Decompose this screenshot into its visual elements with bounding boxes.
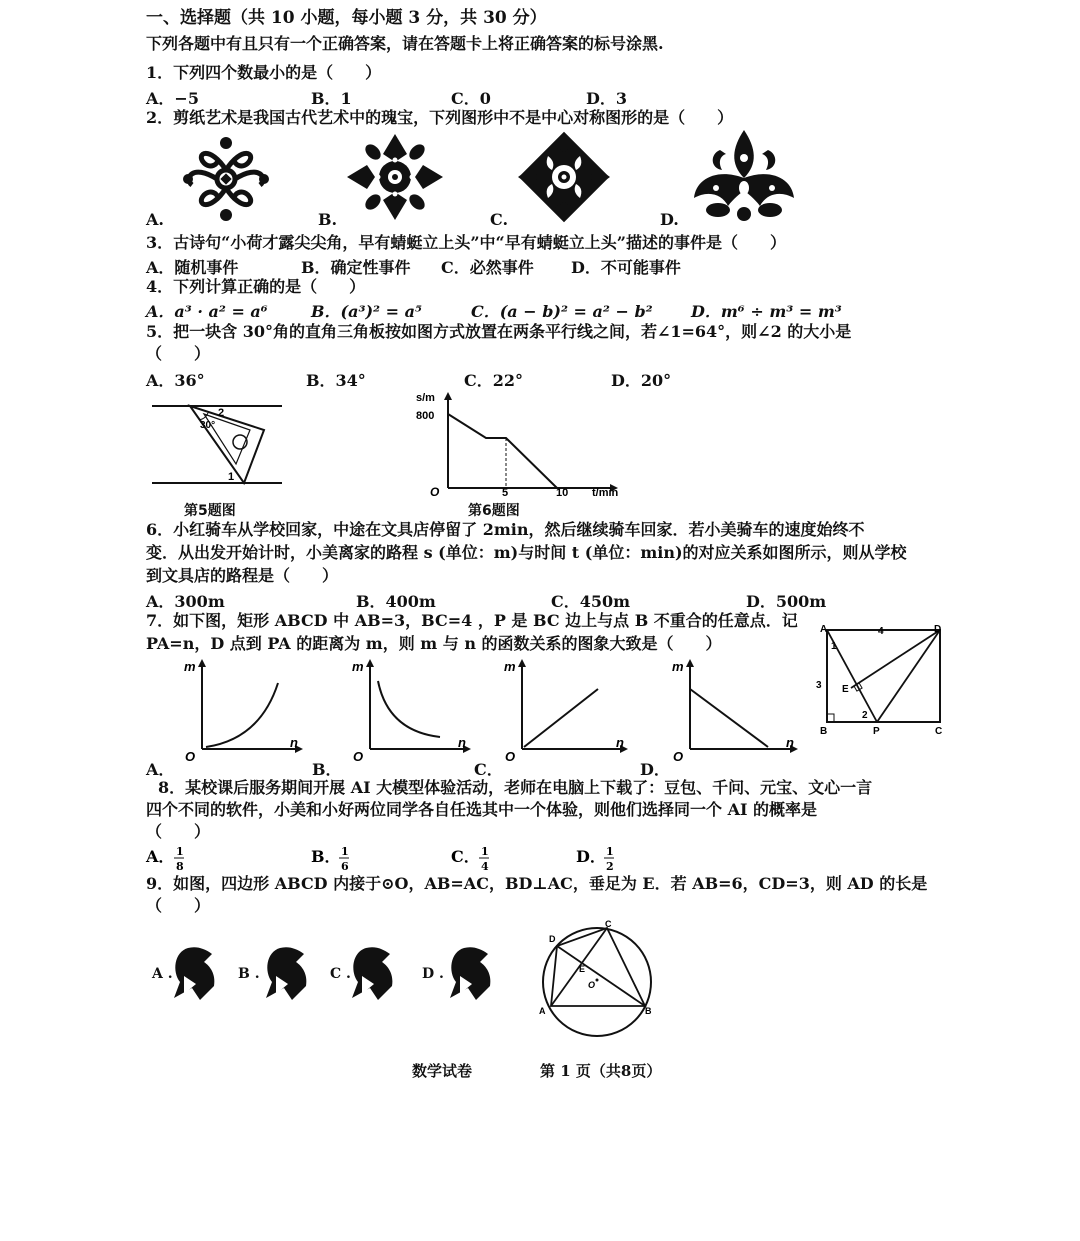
fig7-label-A: A	[820, 624, 828, 635]
q7-graph-d	[668, 655, 800, 763]
q9-option-b: B .	[238, 966, 260, 982]
fig9-label-C: C	[605, 919, 612, 929]
q3-option-d: D．不可能事件	[571, 258, 681, 277]
fig5-triangle-ruler	[190, 406, 264, 483]
q9-option-a-image	[170, 946, 218, 1002]
q8-option-d: D．	[576, 847, 606, 866]
q5-option-d: D．20°	[611, 371, 672, 390]
fig7-label-2: 2	[862, 710, 868, 721]
q6-option-b: B．400m	[356, 592, 436, 611]
fig7-label-4: 4	[878, 626, 884, 637]
q9-option-b-image	[262, 946, 310, 1002]
fig6-y-arrow	[444, 392, 452, 400]
fig6-y-label: s/m	[416, 392, 435, 404]
q8-option-d-numerator: 1	[606, 845, 614, 858]
fig7-label-B: B	[820, 726, 828, 737]
q5-option-c: C．22°	[464, 371, 524, 390]
papercut-d-image	[688, 128, 800, 224]
q9-stem: 9．如图，四边形 ABCD 内接于⊙O，AB=AC，BD⊥AC，垂足为 E．若 AB=6，CD=3，则 AD 的长是	[146, 874, 928, 893]
fig5-label-2: 2	[218, 407, 225, 419]
q7-graph-b-axis-m: m	[352, 659, 364, 674]
q7-option-a: A．	[146, 760, 175, 779]
q7-graph-b	[348, 655, 473, 763]
q1-option-c: C．0	[451, 89, 491, 108]
fig5-label-1: 1	[228, 471, 235, 483]
fig9-circle	[543, 928, 651, 1036]
q5-stem: 5．把一块含 30°角的直角三角板按如图方式放置在两条平行线之间，若∠1=64°，则∠2 的大小是	[146, 322, 852, 341]
q3-option-a: A．随机事件	[146, 258, 239, 277]
q4-option-b: B．(a³)² = a⁵	[311, 302, 422, 321]
q7-graph-a	[180, 655, 305, 763]
q7-line-2: PA=n，D 点到 PA 的距离为 m，则 m 与 n 的函数关系的图象大致是（ ）	[146, 634, 722, 653]
q3-options	[146, 255, 946, 277]
figure-6	[410, 388, 635, 500]
q7-graph-a-axis-m: m	[184, 659, 196, 674]
fig9-label-D: D	[549, 934, 556, 944]
fig6-x-label: t/min	[592, 487, 619, 499]
q5-option-b: B．34°	[306, 371, 366, 390]
fig5-caption: 第5题图	[184, 503, 236, 519]
q8-option-b: B．	[311, 847, 341, 866]
fig7-rectangle	[827, 630, 940, 722]
q7-graph-c-axis-n: n	[616, 735, 624, 750]
figure-5	[152, 400, 287, 490]
q7-graph-d-axis-n: n	[786, 735, 794, 750]
fig7-segment-DE	[851, 630, 940, 688]
q2-option-c: C.	[490, 210, 509, 229]
q9-paren: （ ）	[146, 896, 211, 915]
fig6-x-10: 10	[556, 487, 569, 499]
q4-options	[146, 299, 946, 321]
q1-stem: 1．下列四个数最小的是（ ）	[146, 63, 382, 82]
section-title: 一、选择题（共 10 小题，每小题 3 分，共 30 分）	[146, 8, 547, 28]
q7-option-d: D．	[640, 760, 670, 779]
q4-option-d: D．m⁶ ÷ m³ = m³	[691, 302, 842, 321]
q2-option-d: D.	[660, 210, 679, 229]
footer-page-number: 第 1 页（共8页）	[540, 1062, 662, 1080]
q5-options	[146, 368, 946, 390]
q5-paren: （ ）	[146, 344, 211, 363]
q6-option-c: C．450m	[551, 592, 631, 611]
fig6-caption: 第6题图	[468, 503, 520, 519]
q1-options	[146, 86, 946, 108]
q7-option-b: B．	[312, 760, 342, 779]
fig5-angle-30: 30°	[200, 420, 216, 431]
q6-line-1: 6．小红骑车从学校回家，中途在文具店停留了 2min，然后继续骑车回家．若小美骑车的速度始终不	[146, 520, 865, 539]
q7-graph-c-line	[524, 689, 598, 747]
fig6-origin: O	[430, 485, 440, 499]
q3-option-c: C．必然事件	[441, 258, 534, 277]
q4-option-c: C．(a − b)² = a² − b²	[471, 302, 653, 321]
q4-option-a: A．a³ · a² = a⁶	[146, 302, 268, 321]
q8-option-c: C．	[451, 847, 480, 866]
q9-option-c: C .	[330, 966, 351, 982]
q7-graph-c	[500, 655, 630, 763]
fig7-label-1: 1	[831, 641, 837, 652]
q7-graph-c-origin: O	[505, 749, 516, 764]
fig7-label-D: D	[934, 624, 942, 635]
q6-line-3: 到文具店的路程是（ ）	[146, 566, 339, 585]
q9-option-c-image	[348, 946, 396, 1002]
fig9-label-E: E	[579, 964, 586, 974]
q6-option-a: A．300m	[146, 592, 225, 611]
q9-option-d-image	[446, 946, 494, 1002]
papercut-c-image	[518, 132, 610, 222]
q3-option-b: B．确定性事件	[301, 258, 411, 277]
q8-option-a-denominator: 8	[176, 860, 184, 873]
q7-graph-b-curve	[378, 681, 440, 737]
q8-line-2: 四个不同的软件，小美和小好两位同学各自任选其中一个体验，则他们选择同一个 AI 的概率是	[146, 800, 818, 819]
q7-graph-d-line	[690, 689, 768, 747]
q7-graph-a-origin: O	[185, 749, 196, 764]
fig7-label-C: C	[935, 726, 943, 737]
section-instruction: 下列各题中有且只有一个正确答案，请在答题卡上将正确答案的标号涂黑.	[146, 34, 664, 53]
q7-graph-d-origin: O	[673, 749, 684, 764]
q7-graph-a-axis-n: n	[290, 735, 298, 750]
q4-stem: 4．下列计算正确的是（ ）	[146, 277, 366, 296]
q8-option-b-denominator: 6	[341, 860, 349, 873]
q7-graph-d-axis-m: m	[672, 659, 684, 674]
fig6-graph-line	[448, 414, 557, 488]
q3-stem: 3．古诗句“小荷才露尖尖角，早有蜻蜓立上头”中“早有蜻蜓立上头”描述的事件是（ ）	[146, 233, 786, 252]
q8-options	[146, 842, 646, 876]
figure-7	[815, 622, 950, 742]
q8-option-c-denominator: 4	[481, 860, 489, 873]
q1-option-a: A．−5	[146, 89, 199, 108]
q8-paren: （ ）	[146, 822, 211, 841]
figure-9	[535, 920, 660, 1042]
fig7-label-P: P	[873, 726, 880, 737]
q6-option-d: D．500m	[746, 592, 827, 611]
q7-graph-b-axis-n: n	[458, 735, 466, 750]
q8-line-1: 8．某校课后服务期间开展 AI 大模型体验活动，老师在电脑上下载了：豆包、千问、元宝、文心一言	[158, 778, 873, 797]
footer-subject: 数学试卷	[412, 1062, 473, 1080]
papercut-a-image	[180, 135, 272, 223]
q7-line-1: 7．如下图，矩形 ABCD 中 AB=3，BC=4 ，P 是 BC 边上与点 B 不重合的任意点．记	[146, 611, 798, 630]
fig7-segment-DP	[877, 630, 940, 722]
q6-options	[146, 589, 946, 611]
q9-option-d: D .	[422, 966, 444, 982]
q5-option-a: A．36°	[146, 371, 205, 390]
q1-option-d: D．3	[586, 89, 628, 108]
fig6-y-800: 800	[416, 410, 435, 422]
q8-option-a: A．	[146, 847, 175, 866]
q8-option-b-numerator: 1	[341, 845, 349, 858]
fig9-label-A: A	[539, 1006, 546, 1016]
fig7-label-3: 3	[816, 680, 822, 691]
q9-option-a: A .	[152, 966, 173, 982]
q7-graph-c-axis-m: m	[504, 659, 516, 674]
q8-option-a-numerator: 1	[176, 845, 184, 858]
q1-option-b: B．1	[311, 89, 352, 108]
q8-option-c-numerator: 1	[481, 845, 489, 858]
fig9-label-B: B	[645, 1006, 652, 1016]
q8-option-d-denominator: 2	[606, 860, 614, 873]
q2-option-b: B.	[318, 210, 338, 229]
q6-line-2: 变．从出发开始计时，小美离家的路程 s (单位：m)与时间 t (单位：min)的对应关系如图所示，则从学校	[146, 543, 907, 562]
fig9-diagonal-BD	[557, 946, 645, 1006]
q7-graph-a-curve	[206, 683, 278, 747]
q7-option-c: C．	[474, 760, 503, 779]
q2-stem: 2．剪纸艺术是我国古代艺术中的瑰宝，下列图形中不是中心对称图形的是（ ）	[146, 108, 734, 127]
fig7-label-E: E	[842, 684, 849, 695]
q2-option-a: A.	[146, 210, 164, 229]
papercut-b-image	[345, 132, 445, 222]
fig6-x-5: 5	[502, 487, 509, 499]
q7-graph-b-origin: O	[353, 749, 364, 764]
fig9-label-O: O	[588, 980, 596, 990]
